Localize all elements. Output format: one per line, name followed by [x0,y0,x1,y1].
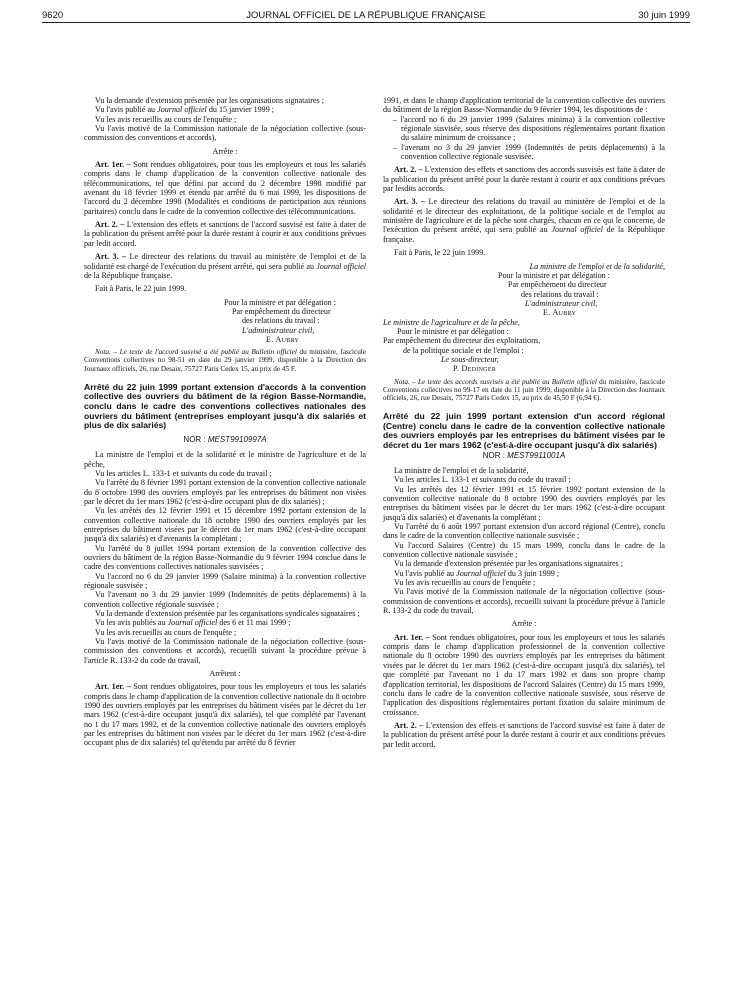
paragraph: Vu l'arrêté du 8 février 1991 portant extension de la convention collective nationale du 8 octobre 1990 des ouvriers employés par les entreprises du bâtiment non visées par le décret du 1er mars 1962 (c'est-à-dire occupant plus de dix salariés) ; [84,478,366,506]
arrete-heading: Arrêtent : [209,669,241,679]
signatory-name: E. Aubry [266,334,300,344]
paragraph: Vu la demande d'extension présentée par les organisations signataires ; [95,96,324,105]
article-2: Art. 2. – L'extension des effets et sanctions de l'accord susvisé est faite à dater de la publication du présent arrêté pour la durée restant à courir et aux conditions prévues par ledit accord. [383,720,665,749]
signature-line: Par empêchement du directeur [508,280,607,290]
nor-reference: NOR : MESТ9910997A [183,434,267,444]
left-column [84,96,366,748]
paragraph: Vu l'arrêté du 6 août 1997 portant extension d'un accord régional (Centre), conclu dans le cadre de la convention collective nationale susvisée ; [383,522,665,541]
minister-title: Le ministre de l'agriculture et de la pêche, [383,317,520,327]
paragraph: Vu l'accord no 6 du 29 janvier 1999 (Salaire minima) à la convention collective régionale susvisée ; [84,571,366,590]
paragraph: La ministre de l'emploi et de la solidarité, [394,465,529,475]
signature-line: des relations du travail : [242,316,320,326]
signature-line: des relations du travail : [521,289,599,299]
minister-title: La ministre de l'emploi et de la solidarité, [529,261,665,271]
nor-reference: NOR : MEST9911001A [482,450,566,460]
right-column [383,96,665,749]
paragraph: Vu les arrêtés des 12 février 1991 et 15 février 1992 portant extension de la convention collective nationale du 8 octobre 1990 des ouvriers employés par les entreprises du bâtiment visées par le décret du 1er mars 1962 (c'est-à-dire occupant jusqu'à dix salariés) et d'avenants la complétant ; [383,484,665,522]
signature-line: Par empêchement du directeur des exploitations, [383,336,541,346]
signature-line: Le sous-directeur, [441,354,499,364]
signature-line: de la politique sociale et de l'emploi : [403,345,524,355]
arrete-heading: Arrête : [511,619,537,629]
article-2: Art. 2. – L'extension des effets et sanctions des accords susvisés est faite à dater de la publication du présent arrêté pour la durée restant à courir et aux conditions prévues par lesdits accords. [383,165,665,194]
article-2: Art. 2. – L'extension des effets et sanctions de l'accord susvisé est faite à dater de la publication du présent arrêté pour la durée restant à courir et aux conditions prévues par ledit accord. [84,220,366,248]
signature-line: L'administrateur civil, [525,298,598,308]
decree-title: Arrêté du 22 juin 1999 portant extension d'accords à la convention collective des ouvriers du bâtiment de la région Basse-Normandie, conclu dans le cadre des conventions collectives nationales des ouvriers du bâtiment (entreprises employant jusqu'à dix salariés et plus de dix salariés) [84,381,366,431]
paragraph: Vu les avis recueillis au cours de l'enquête ; [95,114,237,124]
paragraph: Vu les avis recueillis au cours de l'enquête ; [95,627,237,637]
signature-line: Par empêchement du directeur [232,306,331,316]
signature-line: Pour la ministre et par délégation : [224,297,336,307]
list-item: – l'accord no 6 du 29 janvier 1999 (Salaires minima) à la convention collective régionale susvisée, sous réserve des dispositions réglementaires portant fixation du salaire minimum de croissance ; [393,114,665,143]
paragraph: Vu les articles L. 133-1 et suivants du code du travail ; [394,475,571,485]
signature-date: Fait à Paris, le 22 juin 1999. [394,248,486,258]
paragraph: Vu la demande d'extension présentée par les organisations signataires ; [394,559,623,569]
article-1: Art. 1er. – Sont rendues obligatoires, pour tous les employeurs et tous les salariés compris dans le champ d'application de la convention collective nationale des télécommunications, tel que défini par accord du 2 décembre 1998 modifié par avenant du 18 février 1999 et étendu par arrêté du 6 mai 1999, les dispositions de l'accord du 2 décembre 1998 (Modalités et conditions de participation aux réunions paritaires) conclu dans le cadre de la convention collective des télécommunications. [84,160,367,216]
signature-line: Pour la ministre et par délégation : [498,270,610,280]
paragraph: Vu l'arrêté du 8 juillet 1994 portant extension de la convention collective des ouvriers du bâtiment de la région Basse-Normandie du 9 février 1994 conclue dans le cadre des conventions collectives nationales susvisées ; [84,543,366,572]
paragraph: Vu l'avis publié au Journal officiel du 3 juin 1999 ; [394,568,560,578]
issue-date: 30 juin 1999 [638,10,690,21]
paragraph: La ministre de l'emploi et de la solidarité et le ministre de l'agriculture et de la pêche, [84,450,366,469]
paragraph: Vu l'avis motivé de la Commission nationale de la négociation collective (sous-commission des conventions et accords), [84,124,366,143]
paragraph: Vu l'avenant no 3 du 29 janvier 1999 (Indemnités de petits déplacements) à la convention collective régionale susvisée ; [84,590,366,609]
nota-note: Nota. – Le texte des accords susvisés a été publié au Bulletin officiel du ministère, fascicule Conventions collectives no 99-17 en date du 11 juin 1999, disponible à la Direction des Journaux officiels, 26, rue Desaix, 75727 Paris Cedex 15, au prix de 45,50 F (6,94 €). [383,377,665,403]
article-1: Art. 1er. – Sont rendues obligatoires, pour tous les employeurs et tous les salariés compris dans le champ d'application de la convention collective nationale du 8 octobre 1990 des ouvriers employés par les entreprises du bâtiment visées par le décret du 1er mars 1962 (c'est-à-dire occupant jusqu'à dix salariés), tel que complété par l'avenant no 1 du 17 mars 1992, et de la convention collective nationale des ouvriers employés par les entreprises du bâtiment non visées par le décret du 1er mars 1962 (c'est-à-dire occupant plus de dix salariés) tel qu'étendu par arrêté du 8 février [84,682,367,748]
arrete-heading: Arrête : [212,146,238,156]
paragraph: Vu l'avis motivé de la Commission nationale de la négociation collective (sous-commission des conventions et accords), recueilli suivant la procédure prévue à l'article R. 133-2 du code du travail, [84,637,366,665]
article-3: Art. 3. – Le directeur des relations du travail au ministère de l'emploi et de la solidarité est chargé de l'exécution du présent arrêté, qui sera publié au Journal officiel de la République française. [84,252,366,280]
paragraph: Vu les avis recueillis au cours de l'enquête ; [394,578,536,588]
paragraph: Vu les avis publiés au Journal officiel des 6 et 11 mai 1999 ; [95,618,291,628]
header-rule [42,22,690,23]
signature-date: Fait à Paris, le 22 juin 1999. [95,284,187,294]
paragraph: Vu les arrêtés des 12 février 1991 et 15 décembre 1992 portant extension de la convention collective nationale du 18 octobre 1990 des ouvriers employés par les entreprises du bâtiment visées par le décret du 1er mars 1962 (c'est-à-dire occupant jusqu'à dix salariés) et d'avenants la complétant ; [84,506,366,544]
paragraph: 1991, et dans le champ d'application territorial de la convention collective des ouvriers du bâtiment de la région Basse-Normandie du 9 février 1994, les dispositions de : [383,96,665,115]
paragraph: Vu la demande d'extension présentée par les organisations syndicales signataires ; [95,609,360,619]
article-1: Art. 1er. – Sont rendues obligatoires, pour tous les employeurs et tous les salariés compris dans le champ d'application professionnel de la convention collective nationale du 8 octobre 1990 des ouvriers employés par les entreprises du bâtiment visées par le décret du 1er mars 1962 (c'est-à-dire occupant jusqu'à dix salariés), tel que complété par l'avenant no 1 du 17 mars 1992 et dans son propre champ d'application territorial, les dispositions de l'accord Salaires (Centre) du 15 mars 1999, conclu dans le cadre de la convention collective nationale susvisée, sous réserve de l'application des dispositions réglementaires portant fixation du salaire minimum de croissance. [383,632,666,717]
decree-title: Arrêté du 22 juin 1999 portant extension d'un accord régional (Centre) conclu dans le cadre de la convention collective nationale des ouvriers employés par les entreprises du bâtiment visées par le décret du 1er mars 1962 (c'est-à-dire occupant jusqu'à dix salariés) [383,411,665,451]
journal-title: JOURNAL OFFICIEL DE LA RÉPUBLIQUE FRANÇAISE [246,10,486,21]
signature-line: L'administrateur civil, [242,325,315,335]
paragraph: Vu l'avis motivé de la Commission nationale de la négociation collective (sous-commission de conventions et accords), recueilli suivant la procédure prévue à l'article R. 133-2 du code du travail, [383,587,665,616]
signatory-name: E. Aubry [543,308,577,318]
signature-line: Pour le ministre et par délégation : [397,326,509,336]
article-3: Art. 3. – Le directeur des relations du travail au ministère de l'emploi et de la solidarité et le directeur des exploitations, de la politique sociale et de l'emploi au ministère de l'agriculture et de la pêche sont chargés, chacun en ce qui le concerne, de l'exécution du présent arrêté, qui sera publié au Journal officiel de la République française. [383,197,665,244]
paragraph: Vu les articles L. 133-1 et suivants du code du travail ; [95,468,272,478]
paragraph: Vu l'avis publié au Journal officiel du 15 janvier 1999 ; [95,105,275,115]
page-number: 9620 [42,10,64,21]
signatory-name: P. Dedinger [453,364,497,374]
paragraph: Vu l'accord Salaires (Centre) du 15 mars 1999, conclu dans le cadre de la convention collective nationale susvisée ; [383,540,665,560]
nota-note: Nota. – Le texte de l'accord susvisé a été publié au Bulletin officiel du ministère, fascicule Conventions collectives no 98-51 en date du 29 janvier 1999, disponible à la Direction des Journaux officiels, 26, rue Desaix, 75727 Paris Cedex 15, au prix de 45 F. [84,348,366,373]
list-item: – l'avenant no 3 du 29 janvier 1999 (Indemnités de petits déplacements) à la convention collective régionale susvisée. [393,142,665,162]
